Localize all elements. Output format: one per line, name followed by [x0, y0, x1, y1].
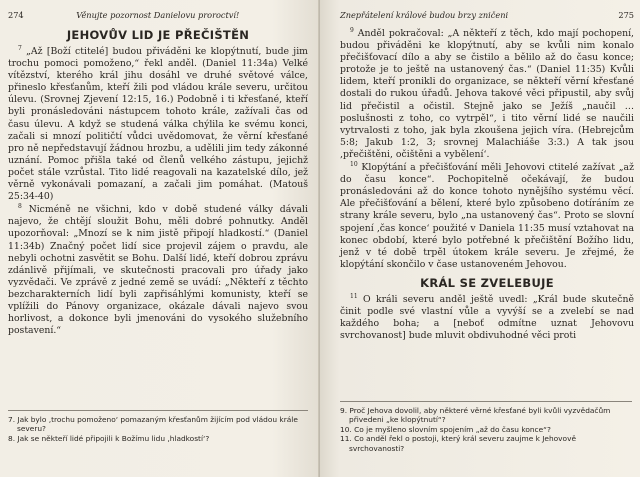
study-questions	[340, 401, 632, 453]
study-question: 9. Proč Jehova dovolil, aby některé věrné křesťané byli kvůli vyzvědačům přivedeni „ke klopýtnutí“?	[340, 405, 611, 425]
right-page	[320, 0, 640, 477]
paragraph-text: „Až [Boží ctitelé] budou přiváděni ke klopýtnutí, bude jim trochu pomoci pomoženo,“ řekl anděl. (Daniel 11:34a) Velké vítězství, kterého král jihu dosáhl ve druhé světové válce, přineslo křesťanům, kteří žili pod vládou krále severu, určitou úlevu. (Srovnej Zjevení 12:15, 16.) Podobně i ti křesťané, kteří byli pronásledováni nástupcem tohoto krále, zažívali čas od času úlevu. A když se studená válka chýlila ke svému konci, začali si mnozí političtí vůdci uvědomovat, že věrní křesťané pro ně nepředstavují žádnou hrozbu, a udělili jim tedy zákonné uznání. Pomoc přišla také od členů velkého zástupu, jejichž počet stále vzrůstal. Tito lidé reagovali na kazatelské dílo, jež věrně vykonávali pomazaní, a začali jim pomáhat. (Matouš 25:34-40)	[8, 46, 308, 203]
study-question: 10. Co je myšleno slovním spojením „až do času konce“?	[340, 424, 551, 434]
running-title: Věnujte pozornost Danielovu proroctví!	[76, 10, 240, 20]
paragraph-number: 11	[350, 292, 358, 300]
study-questions	[8, 410, 308, 443]
paragraph-7	[8, 46, 308, 203]
page-number: 275	[618, 10, 634, 20]
section-title: JEHOVŮV LID JE PŘEČIŠTĚN	[66, 28, 250, 42]
paragraph-number: 7	[18, 44, 22, 52]
section-title: KRÁL SE ZVELEBUJE	[420, 275, 554, 290]
page-number: 274	[8, 10, 24, 20]
paragraph-number: 10	[350, 160, 358, 168]
paragraph-text: Anděl pokračoval: „A někteří z těch, kdo mají pochopení, budou přiváděni ke klopýtnutí, aby se kvůli nim konalo přečišťovací dílo a aby se čistilo a bělilo až do času konce; protože je to ještě na ustanovený čas.“ (Daniel 11:35) Kvůli lidem, kteří pronikli do organizace, se někteří věrní křesťané dostali do rukou úřadů. Jehova takové věci připustil, aby svůj lid přečistil a očistil. Stejně jako se Ježíš „naučil … poslušnosti z toho, co vytrpěl“, i tito věrní lidé se naučili vytrvalosti z toho, jak byla zkoušena jejich víra. (Hebrejcům 5:8; Jakub 1:2, 3; srovnej Malachiáše 3:3.) A tak jsou ‚přečištěni, očištěni a vybělení‘.	[340, 28, 634, 160]
paragraph-text: O králi severu anděl ještě uvedl: „Král bude skutečně činit podle své vlastní vůle a vyvýší se a zvelebí se nad každého boha; a [neboť odmítne uznat Jehovovu svrchovanost] bude mluvit obdivuhodné věci proti	[340, 293, 634, 342]
paragraph-number: 9	[350, 26, 354, 34]
paragraph-text: Klopýtání a přečišťování měli Jehovovi ctitelé zažívat „až do času konce“. Pochopitelně očekávají, že budou pronásledováni až do konce tohoto nynějšího systému věcí. Ale přečišťování a bělení, které bylo způsobeno dotíráním ze strany krále severu, bylo „na ustanovený čas“. Proto se slovní spojení ‚čas konce‘ použité v Daniela 11:35 musí vztahovat na konec období, které bylo potřebné k přečištění Božího lidu, jenž v té době trpěl útokem krále severu. Je zřejmé, že klopýtání skončilo v čase ustanoveném Jehovou.	[340, 162, 634, 270]
paragraph-text: Nicméně ne všichni, kdo v době studené války dávali najevo, že chtějí sloužit Bohu, měli dobré pohnutky. Anděl upozorňoval: „Mnozí se k nim jistě připojí hladkostí.“ (Daniel 11:34b) Značný počet lidí sice projevil zájem o pravdu, ale nebyli ochotni zasvětit se Bohu. Další lidé, kteří dobrou zprávu zdánlivě přijímali, ve skutečnosti pracovali pro úřady jako vyzvědači. Ve zprávě z jedné země se uvádí: „Někteří z těchto bezcharakterních lidí byli zapřisáhlými komunisty, kteří se vplížili do Pánovy organizace, okázale dávali najevo svou horlivost, a dokonce byli jmenováni do vysokého služebního postavení.“	[8, 204, 308, 337]
paragraph-8	[8, 204, 308, 337]
running-title: Znepřátelení králové budou brzy zničeni	[340, 10, 509, 20]
running-head	[340, 10, 634, 20]
running-head	[8, 10, 308, 20]
study-question: 7. Jak bylo ‚trochu pomoženo‘ pomazaným křesťanům žijícím pod vládou krále severu?	[8, 414, 298, 434]
paragraph-11	[340, 294, 634, 342]
study-question: 8. Jak se někteří lidé připojili k Božímu lidu ‚hladkostí‘?	[8, 433, 210, 443]
paragraph-number: 8	[18, 203, 22, 211]
study-question: 11. Co anděl řekl o postoji, který král severu zaujme k Jehovově svrchovanosti?	[340, 434, 576, 453]
paragraph-9	[340, 28, 634, 161]
paragraph-10	[340, 162, 634, 271]
